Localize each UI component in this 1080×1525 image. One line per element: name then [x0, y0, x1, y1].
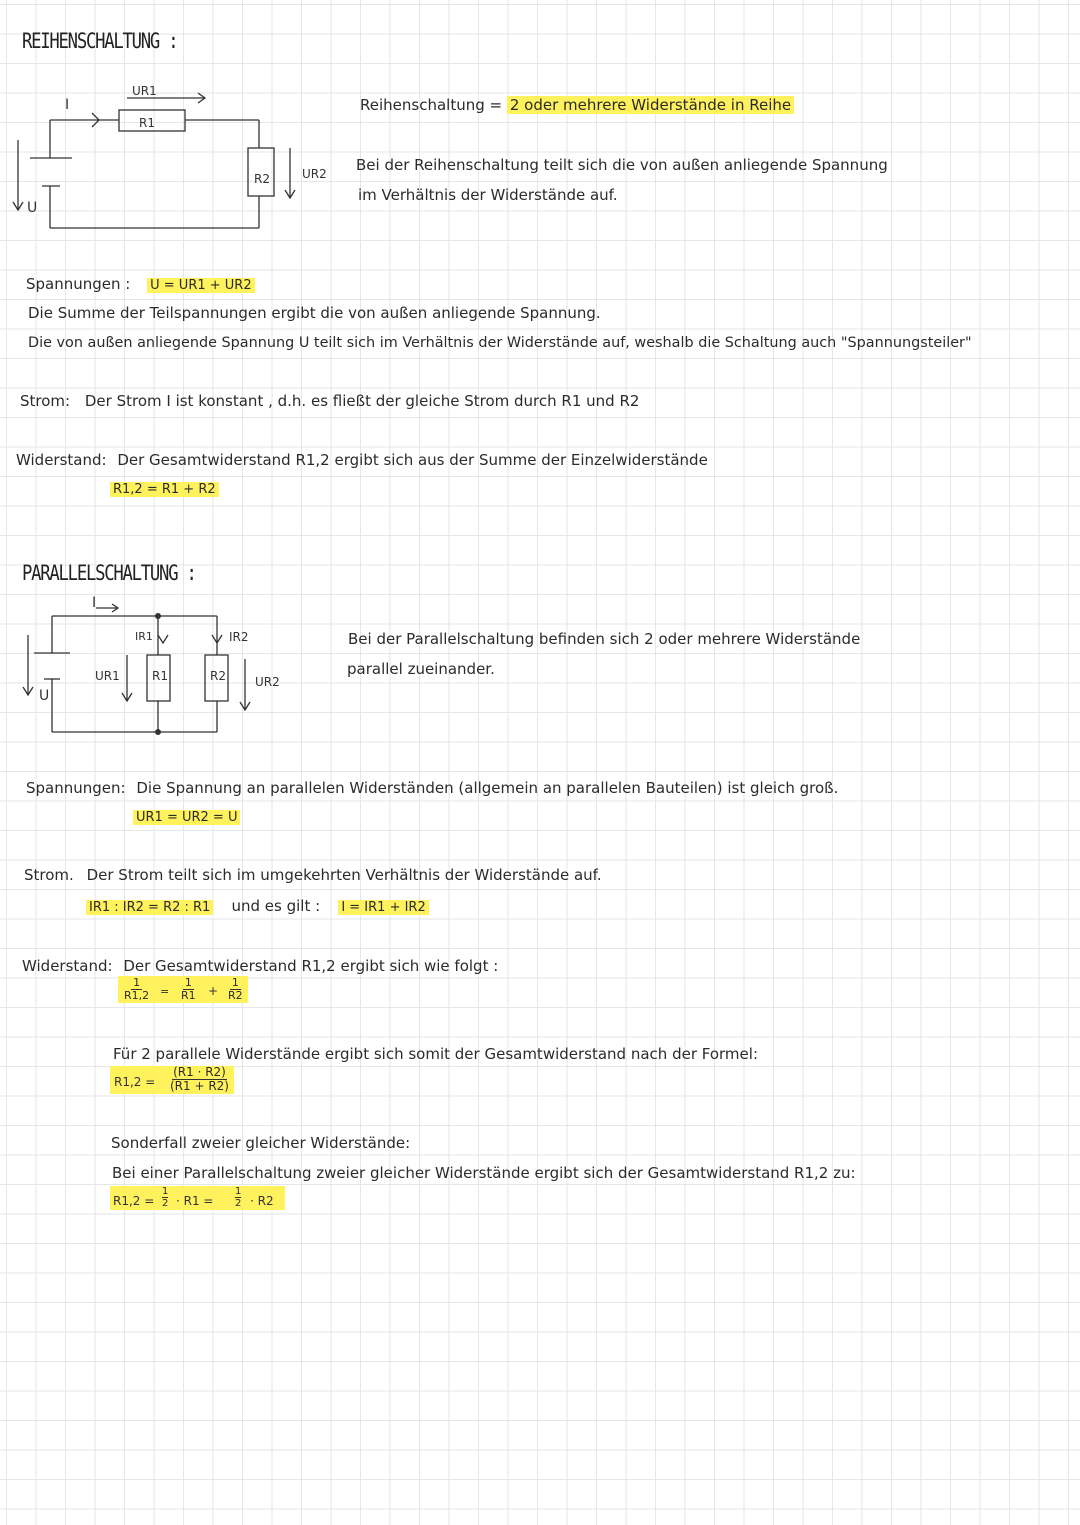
sonder-mid: · R1 = — [176, 1194, 214, 1208]
reihe-widerstand-formula: R1,2 = R1 + R2 — [110, 482, 219, 497]
reihe-spannung-row — [26, 275, 255, 295]
reihe-label-u: U — [27, 200, 38, 216]
sonder-lhs: R1,2 = — [113, 1194, 155, 1208]
reihe-label-ur1: UR1 — [132, 84, 157, 98]
reihe-desc-line2: im Verhältnis der Widerstände auf. — [358, 186, 618, 204]
reihe-definition — [360, 96, 794, 114]
reihe-widerstand-row — [16, 451, 708, 469]
frac-1-r12 — [120, 977, 153, 1002]
parallel-zwei-text: Für 2 parallele Widerstände ergibt sich somit der Gesamtwiderstand nach der Formel: — [113, 1045, 758, 1063]
zwei-num: (R1 · R2) — [173, 1065, 226, 1079]
frac-1-r1 — [177, 977, 200, 1002]
parallel-spannung-text: Die Spannung an parallelen Widerständen (allgemein an parallelen Bauteilen) ist gleich groß. — [136, 779, 839, 797]
sonder-title: Sonderfall zweier gleicher Widerstände: — [111, 1134, 411, 1152]
parallel-strom-formula2: I = IR1 + IR2 — [338, 900, 428, 915]
parallel-strom-formulas — [86, 897, 429, 917]
parallel-label-ir1: IR1 — [135, 630, 153, 643]
frac-eq: = — [160, 985, 170, 998]
parallel-strom-label: Strom. — [24, 866, 74, 884]
reihe-spannung-line2: Die von außen anliegende Spannung U teilt sich im Verhältnis der Widerstände auf, weshalb die Schaltung auch "Spannungsteiler" — [28, 335, 972, 351]
frac-1-r2-num: 1 — [231, 976, 239, 989]
parallel-label-r1: R1 — [152, 669, 168, 683]
parallel-strom-row — [24, 866, 602, 884]
reihe-widerstand-label: Widerstand: — [16, 451, 107, 469]
parallel-widerstand-label: Widerstand: — [22, 957, 113, 975]
parallel-spannung-label: Spannungen: — [26, 779, 126, 797]
parallel-title: PARALLELSCHALTUNG : — [22, 561, 196, 585]
sonder-frac1 — [162, 1186, 168, 1209]
sonder-frac2-den: 2 — [235, 1198, 242, 1209]
reihe-widerstand-formula-wrap — [110, 481, 219, 499]
reihe-desc-line1: Bei der Reihenschaltung teilt sich die von außen anliegende Spannung — [356, 156, 888, 174]
reihe-spannung-line1: Die Summe der Teilspannungen ergibt die von außen anliegende Spannung. — [28, 304, 601, 322]
reihe-strom-text: Der Strom I ist konstant , d.h. es fließt der gleiche Strom durch R1 und R2 — [84, 392, 640, 410]
parallel-widerstand-text: Der Gesamtwiderstand R1,2 ergibt sich wie folgt : — [123, 957, 499, 975]
frac-plus: + — [208, 984, 219, 998]
frac-1-r12-den: R1,2 — [124, 989, 150, 1002]
reihe-label-ur2: UR2 — [302, 167, 327, 181]
parallel-spannung-row — [26, 779, 838, 797]
sonder-frac1-den: 2 — [162, 1198, 169, 1209]
sonder-text: Bei einer Parallelschaltung zweier gleicher Widerstände ergibt sich der Gesamtwiderstand R1,2 zu: — [112, 1164, 856, 1182]
frac-1-r2-den: R2 — [228, 989, 243, 1002]
parallel-label-ir2: IR2 — [229, 630, 249, 644]
frac-1-r2 — [224, 977, 247, 1002]
parallel-label-ur1: UR1 — [95, 669, 120, 683]
frac-1-r1-den: R1 — [181, 989, 196, 1002]
reihe-label-i: I — [65, 97, 70, 113]
reihe-strom-label: Strom: — [20, 392, 71, 410]
reihe-widerstand-text: Der Gesamtwiderstand R1,2 ergibt sich aus der Summe der Einzelwiderstände — [117, 451, 708, 469]
reihe-label-r2: R2 — [254, 172, 270, 186]
sonder-frac2 — [235, 1186, 241, 1209]
parallel-label-i: I — [92, 595, 97, 611]
frac-1-r1-num: 1 — [184, 976, 192, 989]
sonder-frac1-num: 1 — [162, 1186, 169, 1197]
parallel-label-u: U — [39, 688, 50, 704]
parallel-label-r2: R2 — [210, 669, 226, 683]
reihe-spannung-label: Spannungen : — [26, 275, 131, 293]
parallel-spannung-formula-wrap — [133, 809, 240, 827]
reihe-definition-prefix: Reihenschaltung = — [360, 96, 503, 114]
parallel-strom-text: Der Strom teilt sich im umgekehrten Verhältnis der Widerstände auf. — [86, 866, 602, 884]
reihe-title: REIHENSCHALTUNG : — [22, 29, 178, 53]
reihe-spannung-formula: U = UR1 + UR2 — [147, 278, 254, 293]
zwei-fraction — [170, 1066, 229, 1093]
parallel-circuit-drawing — [20, 595, 320, 745]
frac-1-r12-num: 1 — [133, 976, 141, 989]
parallel-desc-line2: parallel zueinander. — [347, 660, 495, 678]
parallel-label-ur2: UR2 — [255, 675, 280, 689]
parallel-strom-mid: und es gilt : — [231, 897, 321, 915]
reihe-label-r1: R1 — [139, 116, 155, 130]
sonder-frac2-num: 1 — [235, 1186, 242, 1197]
reihe-definition-highlight: 2 oder mehrere Widerstände in Reihe — [507, 96, 794, 114]
parallel-strom-formula1: IR1 : IR2 = R2 : R1 — [86, 900, 213, 915]
reihe-strom-row — [20, 392, 639, 410]
parallel-spannung-formula: UR1 = UR2 = U — [133, 810, 240, 825]
sonder-end: · R2 — [250, 1194, 274, 1208]
zwei-den: (R1 + R2) — [170, 1079, 229, 1093]
parallel-desc-line1: Bei der Parallelschaltung befinden sich 2 oder mehrere Widerstände — [348, 630, 861, 648]
zwei-lhs: R1,2 = — [114, 1075, 156, 1089]
parallel-widerstand-row — [22, 957, 498, 975]
